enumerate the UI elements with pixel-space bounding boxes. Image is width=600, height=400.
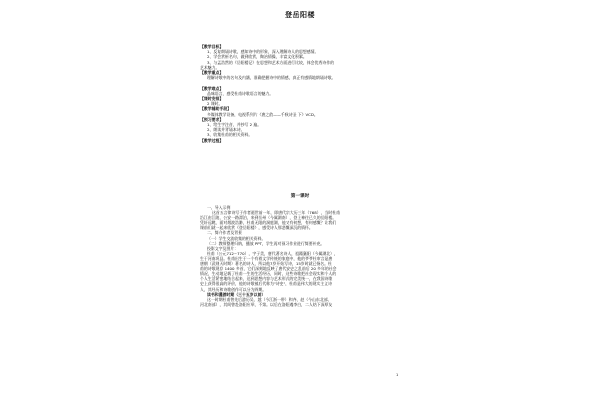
body-line: 杜甫（公元712~770），字子美，唐代著名诗人，祖籍襄阳（今属湖北）， xyxy=(207,250,338,256)
body-line: 河北南部），其间曾赴洛阳应举，不第。以后在洛阳遇李白，二人结下深厚友 xyxy=(200,301,333,307)
difficulty-heading: 【教学难点】 xyxy=(200,85,224,91)
body-line: 沿江由江陵、公安一路漂泊，来到岳州（今属湖南），登上神往已久的岳阳楼。 xyxy=(200,215,337,221)
body-line: 这首五言律诗写于作者逝世前一年，即唐代宗大历三年（768），当时杜甫 xyxy=(212,210,341,216)
prep-item: 2、朗读并背诵本诗。 xyxy=(207,127,245,133)
body-line: 史上获得很高的评价，他的诗歌被后代称为"诗史"，杜甫是伟大的现实主义诗 xyxy=(200,281,332,287)
body-line: 情况，生动地记载了杜甫一生的生活经历，同时，这些诗歌把社会现实和个人的 xyxy=(200,271,337,277)
body-line: 投影文字及图片： xyxy=(207,245,239,251)
key-heading: 【教学重点】 xyxy=(200,70,224,76)
body-text-block xyxy=(200,205,410,307)
page-number: 1 xyxy=(396,373,399,377)
body-line: 一、导入示例 xyxy=(207,205,231,210)
hours-heading: 【课时安排】 xyxy=(200,96,224,102)
process-heading: 【教学过程】 xyxy=(200,137,224,143)
lesson-plan-header-block xyxy=(200,44,410,143)
goal-item: 1、反复朗诵诗歌，感知诗中的形象，深入理解诗人的思想感情。 xyxy=(207,49,319,55)
hours-text: 2 课时。 xyxy=(207,101,223,107)
aids-heading: 【教学辅助手段】 xyxy=(200,106,232,112)
body-line: 课前们就一起来欣赏《登岳阳楼》，感受诗人那悲慨深沉的情怀。 xyxy=(200,225,313,231)
body-line: 甫的诗歌现存 1400 多首，它们深刻地反映了唐代安史之乱前后 20 多年的社会 xyxy=(200,266,337,272)
body-line: 唐朝（武则天时期）著名的诗人，所以他7岁开始写诗，15岁时就已扬名。杜 xyxy=(200,261,332,267)
prep-item: 1、给生字注音，并抄写 2 遍。 xyxy=(207,122,262,128)
prep-item: 3、收集杜甫的相关资料。 xyxy=(207,132,253,138)
body-line: （一）学生交流收集的相关资料。 xyxy=(207,235,266,241)
aids-text: 多媒体教学设备，电视系列片《唐之韵——千秋诗圣 下》VCD。 xyxy=(207,111,318,117)
difficulty-text: 品味语言，感受杜甫诗歌语言的魅力。 xyxy=(207,90,274,96)
prep-heading: 【预习要求】 xyxy=(200,116,224,122)
body-line: （二）教师整理归纳，播放 PPT，学生再对预习作业进行简要补充。 xyxy=(207,240,325,246)
goal-item: 2、学会赏析名句，做到欣赏，陶冶情操，丰富文化积累。 xyxy=(207,54,307,60)
body-line: 个人生活紧密地结合起来，达到思想内容与艺术形式的完美统一，在我国诗歌 xyxy=(200,276,333,282)
body-line: 凭轩远眺，面对烟波浩渺，杜甫无限的洞庭湖，他又有何想，有何感慨？让我们 xyxy=(200,220,337,226)
body-line: 这一时期杜甫曾先后游历吴、越（今江浙一带）和齐、赵（今山东北部、 xyxy=(207,296,332,302)
key-text: 理解诗歌中的名句及内涵，准确把握诗中的情感，真正有感情地朗诵诗歌。 xyxy=(207,75,336,81)
goals-heading: 【教学目标】 xyxy=(200,44,224,49)
page-title: 登岳阳楼 xyxy=(285,11,315,19)
body-subheading: 读书和漫游时期（三十五岁以前） xyxy=(207,291,266,297)
body-line: 人，其经历和诗歌创作可以分为四期。 xyxy=(200,286,267,292)
section-title: 第一课时 xyxy=(290,194,310,199)
goal-item: 3、与孟浩然的《岳阳楼记》在思想和艺术方面进行比较，体会优秀诗作的 xyxy=(207,59,334,65)
body-line: 二、简介作者及背景 xyxy=(207,230,243,236)
goal-item: 艺术魅力。 xyxy=(200,64,220,70)
body-line: 生于河南巩县。杜甫出生于一个有着文学传统的家庭中，他的爷爷杜审言是唐 xyxy=(200,255,333,261)
